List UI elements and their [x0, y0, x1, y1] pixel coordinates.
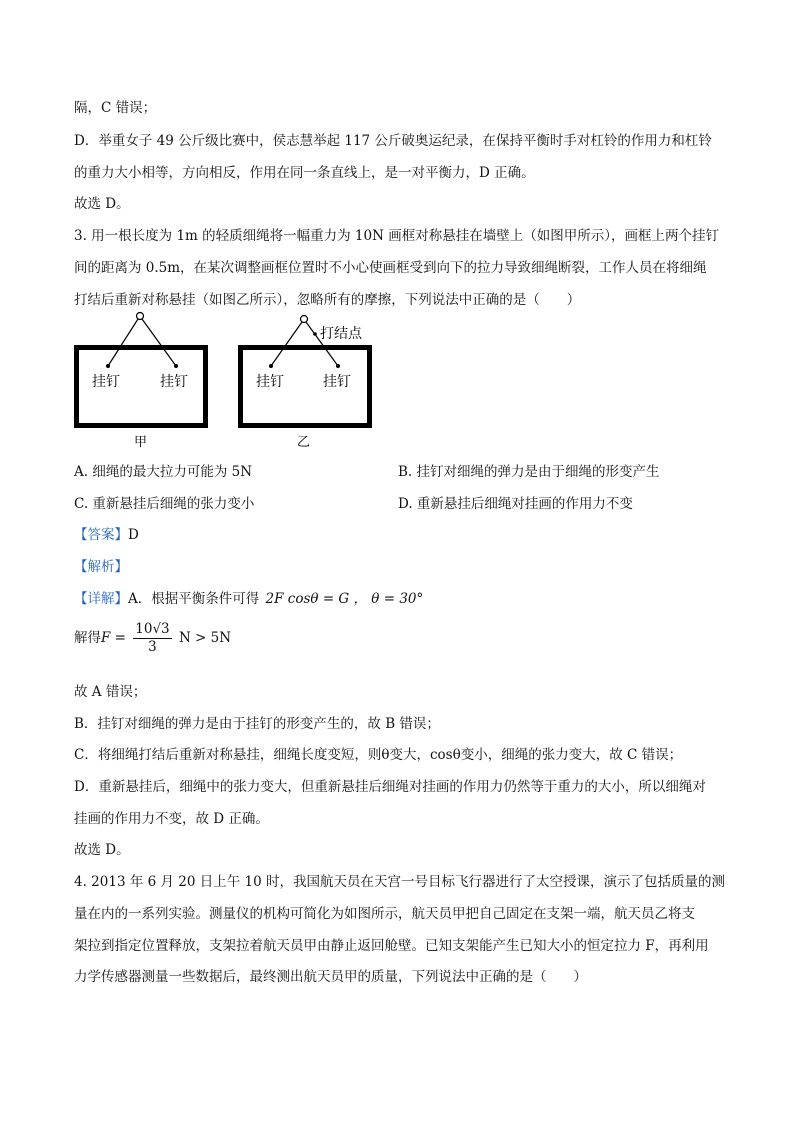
frame-jia: [77, 313, 206, 451]
solve-var: F =: [101, 630, 126, 646]
analysis-label: 【解析】: [74, 559, 128, 575]
figure-label-yi: 乙: [297, 435, 311, 450]
detail-label: 【详解】: [74, 591, 128, 607]
knot-icon: [313, 332, 317, 336]
nail-label-right: 挂钉: [160, 374, 188, 390]
formula-equilibrium: 2F cosθ = G ， θ = 30°: [265, 591, 424, 607]
question-3-line: 打结后重新对称悬挂（如图乙所示），忽略所有的摩擦，下列说法中正确的是（ ）: [74, 292, 581, 308]
question-3-line: 3. 用一根长度为 1m 的轻质细绳将一幅重力为 10N 画框对称悬挂在墙壁上（如图甲所示），画框上两个挂钉: [74, 228, 719, 244]
nail-label-left: 挂钉: [256, 374, 284, 390]
detail-a-conclusion: 故 A 错误；: [74, 684, 147, 700]
question-4-line: 4. 2013 年 6 月 20 日上午 10 时，我国航天员在天宫一号目标飞行器进行了太空授课，演示了包括质量的测: [74, 874, 726, 890]
nail-label-left: 挂钉: [92, 374, 120, 390]
text-line: D．举重女子 49 公斤级比赛中，侯志慧举起 117 公斤破奥运纪录，在保持平衡时手对杠铃的作用力和杠铃: [74, 133, 712, 149]
detail-final: 故选 D。: [74, 842, 130, 858]
question-4-line: 力学传感器测量一些数据后，最终测出航天员甲的质量，下列说法中正确的是（ ）: [74, 969, 587, 985]
hook-icon: [137, 313, 144, 320]
text-line: 隔，C 错误；: [74, 100, 157, 116]
option-c: C. 重新悬挂后细绳的张力变小: [74, 496, 255, 512]
detail-a-intro: A．根据平衡条件可得: [128, 591, 260, 607]
frame-yi: [241, 316, 370, 451]
nail-icon: [269, 364, 273, 368]
option-b: B. 挂钉对细绳的弹力是由于细绳的形变产生: [398, 464, 660, 480]
solve-suffix: N > 5N: [178, 630, 232, 646]
question-4-line: 架拉到指定位置释放，支架拉着航天员甲由静止返回舱壁。已知支架能产生已知大小的恒定拉力 F，再利用: [74, 938, 709, 954]
answer-line: [74, 525, 139, 545]
question-3-line: 间的距离为 0.5m，在某次调整画框位置时不小心使画框受到向下的拉力导致细绳断裂，工作人员在将细绳: [74, 260, 707, 276]
detail-line-a: [74, 589, 423, 609]
nail-icon: [336, 364, 340, 368]
fraction: [133, 621, 171, 656]
detail-c: C．将细绳打结后重新对称悬挂，细绳长度变短，则θ变大，cosθ变小，细绳的张力变大，故 C 错误；: [74, 747, 683, 763]
nail-icon: [174, 364, 178, 368]
detail-b: B．挂钉对细绳的弹力是由于挂钉的形变产生的，故 B 错误；: [74, 716, 440, 732]
text-line: 故选 D。: [74, 196, 130, 212]
nail-label-right: 挂钉: [323, 374, 351, 390]
question-4-line: 量在内的一系列实验。测量仪的机构可简化为如图所示，航天员甲把自己固定在支架一端，航天员乙将支: [74, 906, 695, 922]
option-a: A. 细绳的最大拉力可能为 5N: [74, 464, 253, 480]
answer-label: 【答案】: [74, 527, 128, 543]
solve-prefix: 解得: [74, 630, 101, 646]
fraction-numerator: 10√3: [135, 621, 170, 637]
text-line: 的重力大小相等，方向相反，作用在同一条直线上，是一对平衡力，D 正确。: [74, 165, 535, 181]
figure-label-jia: 甲: [134, 435, 148, 450]
detail-d1: D．重新悬挂后，细绳中的张力变大，但重新悬挂后细绳对挂画的作用力仍然等于重力的大小，所以细绳对: [74, 779, 706, 795]
hook-icon: [301, 316, 308, 323]
solve-line: [74, 620, 231, 656]
detail-d2: 挂画的作用力不变，故 D 正确。: [74, 811, 269, 827]
answer-value: D: [128, 527, 139, 543]
knot-label: 打结点: [320, 326, 362, 342]
fraction-denominator: 3: [148, 639, 157, 655]
option-d: D. 重新悬挂后细绳对挂画的作用力不变: [398, 496, 633, 512]
nail-icon: [106, 364, 110, 368]
hanging-frame-figure: [70, 306, 380, 451]
